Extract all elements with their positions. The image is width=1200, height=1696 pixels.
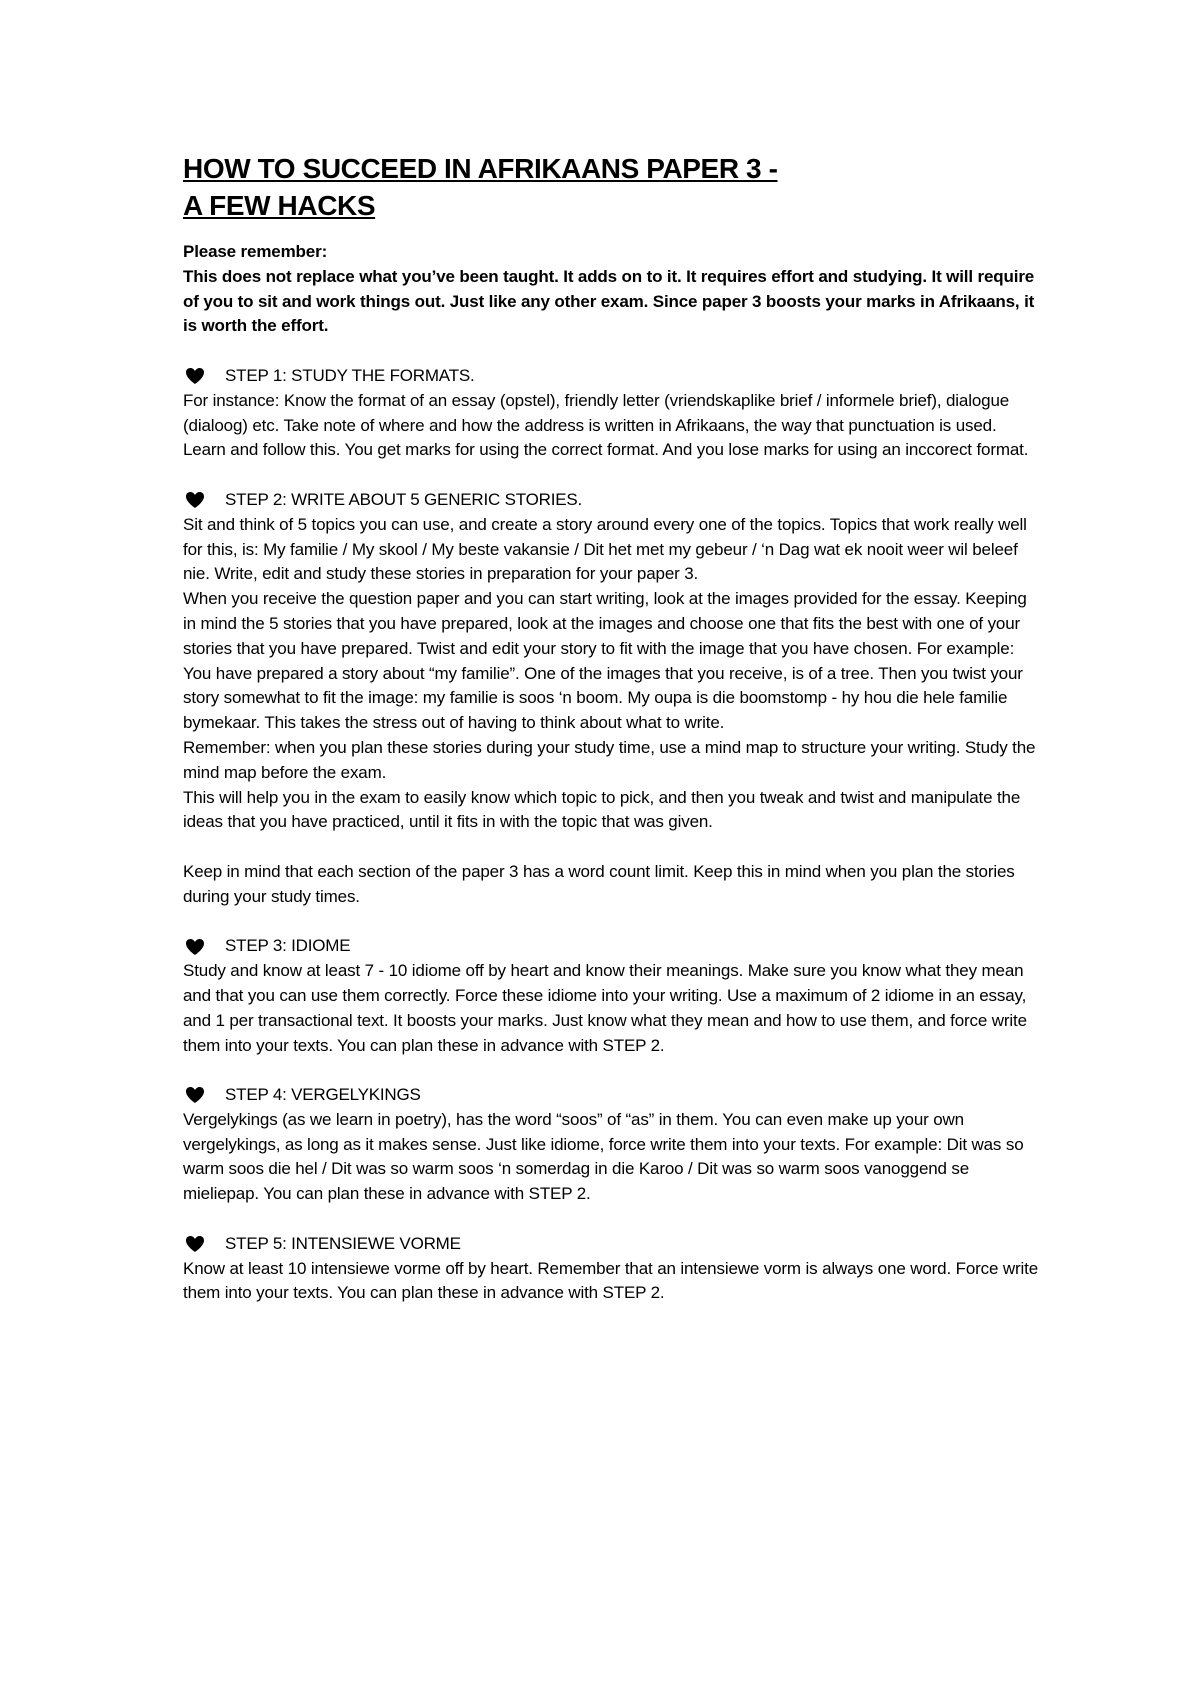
step-3-heading [183,934,1043,959]
step-2-paragraph-3: Remember: when you plan these stories during your study time, use a mind map to structure your writing. Study the mind map before the exam. [183,737,1036,782]
step-1-paragraph: For instance: Know the format of an essay (opstel), friendly letter (vriendskaplike brief / informele brief), dialogue (dialoog) etc. Take note of where and how the address is written in Afrikaans, the way that punctuation is used. Learn and follow this. You get marks for using the correct format. And you lose marks for using an inccorect format. [183,390,1029,460]
document-page [183,150,1043,1306]
step-4-heading [183,1083,1043,1108]
intro-label: Please remember: [183,242,328,261]
step-2-note: Keep in mind that each section of the paper 3 has a word count limit. Keep this in mind when you plan the stories during your study times. [183,861,1015,906]
step-4-paragraph: Vergelykings (as we learn in poetry), has the word “soos” of “as” in them. You can even make up your own vergelykings, as long as it makes sense. Just like idiome, force write them into your texts. For example: Dit was so warm soos die hel / Dit was so warm soos ‘n somerdag in die Karoo / Dit was so warm soos vanoggend se mieliepap. You can plan these in advance with STEP 2. [183,1109,1024,1204]
heart-bullet-icon [185,1235,205,1253]
step-1-heading [183,364,1043,389]
step-5-heading [183,1232,1043,1257]
step-2-paragraph-2: When you receive the question paper and you can start writing, look at the images provided for the essay. Keeping in mind the 5 stories that you have prepared, look at the images and choose one that fits the best with one of your stories that you have prepared. Twist and edit your story to fit with the image that you have chosen. For example: You have prepared a story about “my familie”. One of the images that you receive, is of a tree. Then you twist your story somewhat to fit the image: my familie is soos ‘n boom. My oupa is die boomstomp - hy hou die hele familie bymekaar. This takes the stress out of having to think about what to write. [183,589,1027,733]
step-2-title: STEP 2: WRITE ABOUT 5 GENERIC STORIES. [225,489,583,509]
step-2-paragraph-1: Sit and think of 5 topics you can use, and create a story around every one of the topics. Topics that work really well for this, is: My familie / My skool / My beste vakansie / Dit het met my gebeur / ‘n Dag wat ek nooit weer wil beleef nie. Write, edit and study these stories in preparation for your paper 3. [183,514,1027,584]
heart-bullet-icon [185,1086,205,1104]
step-1-title: STEP 1: STUDY THE FORMATS. [225,365,475,385]
step-5-paragraph: Know at least 10 intensiewe vorme off by heart. Remember that an intensiewe vorm is always one word. Force write them into your texts. You can plan these in advance with STEP 2. [183,1258,1039,1303]
intro-text: This does not replace what you’ve been taught. It adds on to it. It requires effort and studying. It will require of you to sit and work things out. Just like any other exam. Since paper 3 boosts your marks in Afrikaans, it is worth the effort. [183,266,1035,336]
heart-bullet-icon [185,491,205,509]
heart-bullet-icon [185,938,205,956]
step-5-title: STEP 5: INTENSIEWE VORME [225,1233,461,1253]
step-2-paragraph-4: This will help you in the exam to easily know which topic to pick, and then you tweak and twist and manipulate the ideas that you have practiced, until it fits in with the topic that was given. [183,787,1021,832]
step-4-title: STEP 4: VERGELYKINGS [225,1085,421,1105]
step-3-title: STEP 3: IDIOME [225,936,351,956]
title-line-1: HOW TO SUCCEED IN AFRIKAANS PAPER 3 - [183,153,778,184]
step-2-heading [183,488,1043,513]
title-line-2: A FEW HACKS [183,190,376,221]
document-title [183,150,1043,224]
step-3-paragraph: Study and know at least 7 - 10 idiome off by heart and know their meanings. Make sure you know what they mean and that you can use them correctly. Force these idiome into your writing. Use a maximum of 2 idiome in an essay, and 1 per transactional text. It boosts your marks. Just know what they mean and how to use them, and force write them into your texts. You can plan these in advance with STEP 2. [183,961,1027,1055]
heart-bullet-icon [185,367,205,385]
